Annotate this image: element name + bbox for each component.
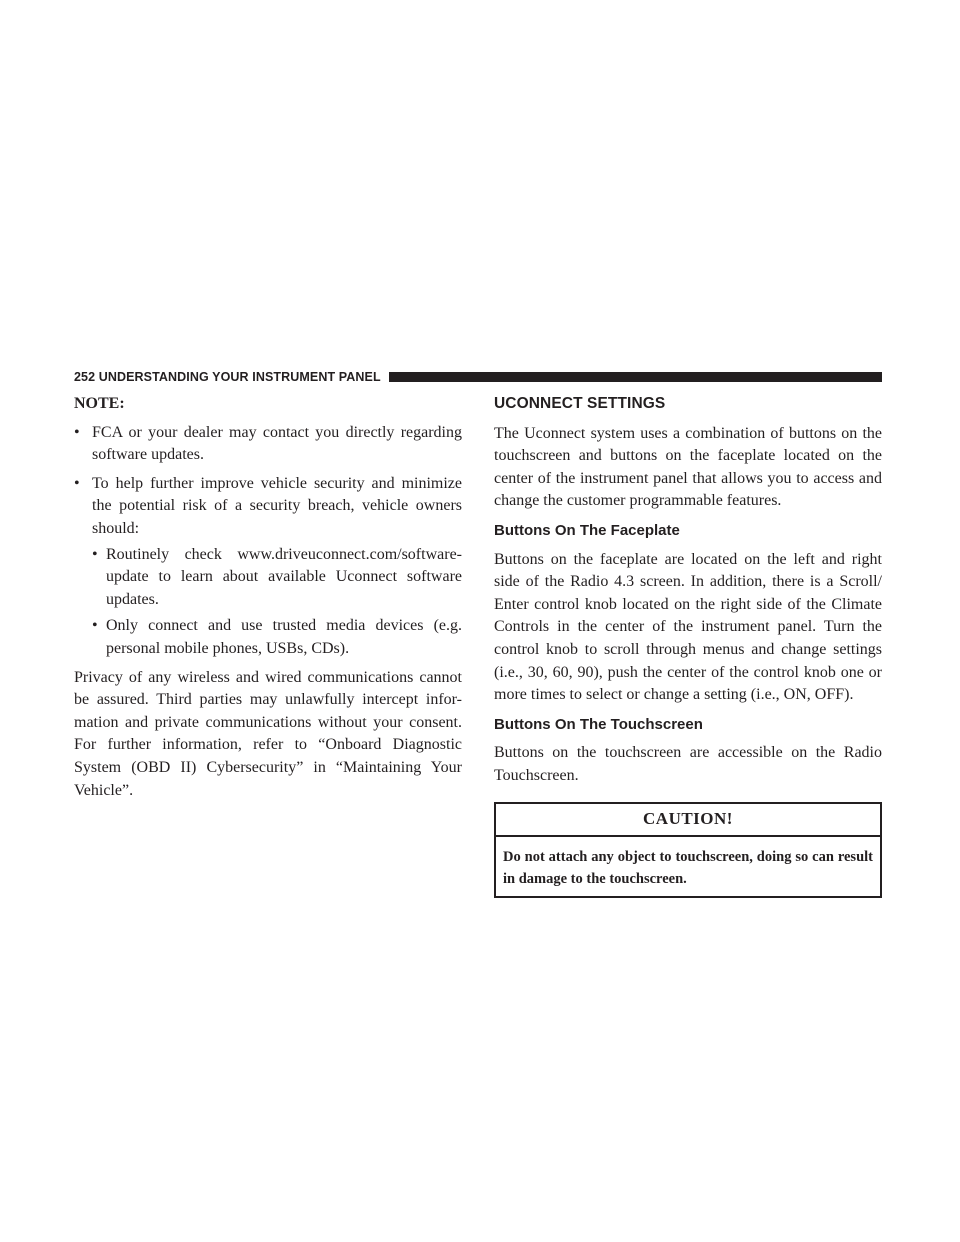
bullet-icon: •: [74, 423, 80, 441]
note-bullet-list: [74, 422, 462, 661]
section-title: UCONNECT SETTINGS: [494, 395, 666, 412]
list-item: [74, 473, 462, 661]
faceplate-paragraph: Buttons on the faceplate are located on the left and right side of the Radio 4.3 screen. In addition, there is a Scroll/ Enter control knob located on the right side of the Climate Controls in the center of the instrument panel. Turn the control knob to scroll through menus and change settings (i.e., 30, 60, 90), push the center of the control knob one or more times to select or change a setting (i.e., ON, OFF).: [494, 550, 882, 704]
privacy-paragraph: Privacy of any wireless and wired communications cannot be assured. Third parties may unlawfully intercept infor-mation and private communications without your consent. For further information, refer to “Onboard Diagnostic System (OBD II) Cybersecurity” in “Maintaining Your Vehicle”.: [74, 668, 462, 799]
list-item: [92, 615, 462, 660]
sub-bullet-list: [92, 544, 462, 661]
header-rule: [389, 372, 882, 382]
caution-box: [494, 802, 882, 899]
list-item: [92, 544, 462, 612]
list-item: [74, 422, 462, 467]
bullet-text: To help further improve vehicle security and minimize the potential risk of a security breach, vehicle owners should:: [92, 474, 462, 537]
faceplate-subtitle: Buttons On The Faceplate: [494, 521, 680, 539]
right-column: [494, 393, 882, 898]
intro-paragraph: The Uconnect system uses a combination of buttons on the touchscreen and buttons on the faceplate located on the center of the instrument panel that allows you to access and change the customer programmable features.: [494, 424, 882, 510]
page-header: [74, 369, 882, 385]
bullet-text: FCA or your dealer may contact you directly regarding software updates.: [92, 423, 462, 464]
bullet-text: Only connect and use trusted media devices (e.g. personal mobile phones, USBs, CDs).: [106, 617, 462, 657]
caution-title: CAUTION!: [496, 804, 880, 838]
bullet-icon: •: [74, 474, 80, 492]
bullet-icon: •: [92, 545, 98, 563]
page-number-and-chapter: 252 UNDERSTANDING YOUR INSTRUMENT PANEL: [74, 370, 381, 384]
note-label: NOTE:: [74, 395, 125, 412]
left-column: [74, 393, 462, 802]
caution-text: Do not attach any object to touchscreen, doing so can result in damage to the touchscreen.: [503, 849, 873, 888]
touchscreen-paragraph: Buttons on the touchscreen are accessible on the Radio Touchscreen.: [494, 744, 882, 784]
touchscreen-subtitle: Buttons On The Touchscreen: [494, 715, 703, 733]
bullet-text: Routinely check www.driveuconnect.com/software-update to learn about available Uconnect software updates.: [106, 545, 462, 608]
bullet-icon: •: [92, 617, 98, 635]
